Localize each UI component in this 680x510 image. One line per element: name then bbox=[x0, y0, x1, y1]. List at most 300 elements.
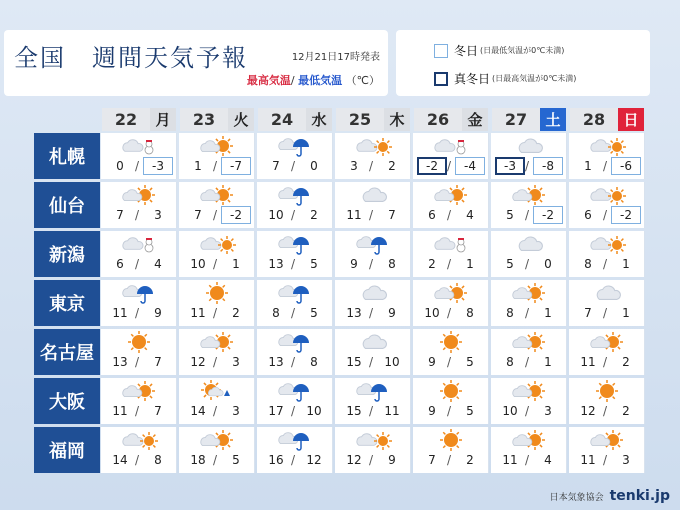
weather-cloud-rain-icon bbox=[275, 135, 315, 157]
temperature-pair bbox=[413, 451, 488, 471]
low-temp: 1 bbox=[622, 306, 630, 320]
low-temp: 9 bbox=[388, 453, 396, 467]
weather-cloud-icon bbox=[587, 282, 627, 304]
high-temp: 10 bbox=[190, 257, 206, 271]
temp-separator: / bbox=[447, 355, 452, 369]
weather-sun-icon bbox=[431, 380, 471, 402]
day-weekday: 日 bbox=[618, 108, 644, 131]
temp-separator: / bbox=[603, 355, 608, 369]
temperature-pair bbox=[257, 451, 332, 471]
forecast-cell bbox=[413, 280, 489, 326]
weather-sun-cloud-icon bbox=[509, 184, 549, 206]
legend-panel bbox=[396, 30, 650, 96]
temperature-pair bbox=[179, 402, 254, 422]
temperature-pair bbox=[101, 451, 176, 471]
high-temp: 7 bbox=[428, 453, 436, 467]
forecast-cell bbox=[335, 378, 411, 424]
low-temp: -2 bbox=[533, 206, 563, 224]
forecast-cell bbox=[569, 182, 645, 228]
high-temp: 10 bbox=[424, 306, 440, 320]
temp-separator: / bbox=[525, 453, 530, 467]
low-temp: 3 bbox=[154, 208, 162, 222]
low-temp: 9 bbox=[388, 306, 396, 320]
low-temp: 10 bbox=[384, 355, 400, 369]
low-temp: -3 bbox=[143, 157, 173, 175]
temp-separator: / bbox=[447, 159, 452, 173]
temp-separator: / bbox=[213, 257, 218, 271]
weather-sun-icon bbox=[431, 429, 471, 451]
weather-sun-cloud-icon bbox=[119, 184, 159, 206]
forecast-cell bbox=[257, 378, 333, 424]
forecast-cell bbox=[569, 231, 645, 277]
day-weekday: 土 bbox=[540, 108, 566, 131]
day-weekday: 水 bbox=[306, 108, 332, 131]
weather-sun-rain-icon bbox=[197, 380, 237, 402]
weather-cloud-icon bbox=[509, 135, 549, 157]
forecast-cell bbox=[569, 378, 645, 424]
temp-separator: / bbox=[135, 404, 140, 418]
forecast-cell bbox=[257, 329, 333, 375]
temp-separator: / bbox=[525, 159, 530, 173]
high-temp: 9 bbox=[428, 404, 436, 418]
low-temp: 0 bbox=[310, 159, 318, 173]
low-temp: -6 bbox=[611, 157, 641, 175]
temperature-pair bbox=[413, 304, 488, 324]
weather-cloud-icon bbox=[509, 233, 549, 255]
weather-cloud-snow-icon bbox=[431, 233, 471, 255]
high-temp: 10 bbox=[502, 404, 518, 418]
weather-cloud-rain-icon bbox=[275, 429, 315, 451]
high-temp: 10 bbox=[268, 208, 284, 222]
weather-cloud-sun-icon bbox=[587, 233, 627, 255]
low-temp: 3 bbox=[232, 355, 240, 369]
forecast-cell bbox=[491, 182, 567, 228]
temperature-pair bbox=[257, 255, 332, 275]
temperature-pair bbox=[101, 304, 176, 324]
low-temp: 2 bbox=[622, 355, 630, 369]
low-temp: 5 bbox=[310, 306, 318, 320]
forecast-cell bbox=[101, 427, 177, 473]
low-temp: 9 bbox=[154, 306, 162, 320]
low-temp: 2 bbox=[232, 306, 240, 320]
low-temp: 3 bbox=[544, 404, 552, 418]
temp-separator: / bbox=[213, 306, 218, 320]
low-temp: 0 bbox=[544, 257, 552, 271]
forecast-cell bbox=[491, 133, 567, 179]
high-temp: 12 bbox=[580, 404, 596, 418]
city-label: 仙台 bbox=[34, 182, 100, 228]
temperature-pair bbox=[179, 206, 254, 226]
weather-sun-icon bbox=[197, 282, 237, 304]
forecast-cell bbox=[101, 329, 177, 375]
tenki-logo: tenki.jp bbox=[609, 488, 670, 504]
mafuyubi-note: (日最高気温が0℃未満) bbox=[492, 74, 577, 83]
temp-separator: / bbox=[525, 306, 530, 320]
temperature-pair bbox=[101, 255, 176, 275]
temperature-pair bbox=[335, 402, 410, 422]
low-temp: 7 bbox=[388, 208, 396, 222]
forecast-cell bbox=[335, 329, 411, 375]
temperature-pair bbox=[179, 353, 254, 373]
weather-sun-icon bbox=[119, 331, 159, 353]
high-temp: 15 bbox=[346, 355, 362, 369]
temp-separator: / bbox=[525, 257, 530, 271]
weather-sun-cloud-icon bbox=[197, 429, 237, 451]
temp-separator: / bbox=[525, 208, 530, 222]
high-temp: 17 bbox=[268, 404, 284, 418]
temperature-pair bbox=[413, 206, 488, 226]
low-temp: 7 bbox=[154, 355, 162, 369]
weather-cloud-rain-icon bbox=[275, 282, 315, 304]
day-header bbox=[258, 108, 332, 131]
day-date: 24 bbox=[258, 108, 306, 131]
temperature-pair bbox=[413, 402, 488, 422]
temp-separator: / bbox=[291, 453, 296, 467]
city-label: 名古屋 bbox=[34, 329, 100, 375]
temperature-pair bbox=[413, 353, 488, 373]
temp-separator: / bbox=[213, 208, 218, 222]
forecast-cell bbox=[491, 231, 567, 277]
weather-sun-cloud-icon bbox=[509, 282, 549, 304]
forecast-cell bbox=[335, 182, 411, 228]
forecast-cell bbox=[491, 378, 567, 424]
temp-separator: / bbox=[525, 404, 530, 418]
high-temp: 11 bbox=[502, 453, 518, 467]
temp-separator: / bbox=[135, 208, 140, 222]
weather-sun-cloud-icon bbox=[119, 380, 159, 402]
high-temp: 5 bbox=[506, 257, 514, 271]
weather-sun-cloud-icon bbox=[509, 380, 549, 402]
high-temp: 14 bbox=[112, 453, 128, 467]
forecast-cell bbox=[335, 427, 411, 473]
temperature-units bbox=[247, 72, 380, 88]
high-temp: 18 bbox=[190, 453, 206, 467]
weather-sun-cloud-icon bbox=[587, 331, 627, 353]
temperature-pair bbox=[179, 255, 254, 275]
forecast-cell bbox=[569, 280, 645, 326]
temp-separator: / bbox=[603, 159, 608, 173]
high-temp-label: 最高気温 bbox=[246, 74, 291, 87]
low-temp: 5 bbox=[466, 355, 474, 369]
forecast-cell bbox=[257, 133, 333, 179]
day-weekday: 月 bbox=[150, 108, 176, 131]
low-temp: 1 bbox=[466, 257, 474, 271]
forecast-cell bbox=[335, 280, 411, 326]
low-temp: -4 bbox=[455, 157, 485, 175]
city-label: 大阪 bbox=[34, 378, 100, 424]
high-temp: 15 bbox=[346, 404, 362, 418]
high-temp: 9 bbox=[350, 257, 358, 271]
high-temp: 12 bbox=[190, 355, 206, 369]
day-date: 22 bbox=[102, 108, 150, 131]
forecast-cell bbox=[413, 182, 489, 228]
temperature-pair bbox=[257, 353, 332, 373]
temperature-pair bbox=[569, 451, 644, 471]
low-temp: 2 bbox=[388, 159, 396, 173]
weather-cloud-sun-icon bbox=[119, 429, 159, 451]
low-temp-label: 最低気温 bbox=[298, 74, 343, 87]
high-temp: 1 bbox=[584, 159, 592, 173]
weather-cloud-sun-icon bbox=[353, 429, 393, 451]
forecast-cell bbox=[491, 280, 567, 326]
weather-cloud-icon bbox=[353, 184, 393, 206]
weather-cloud-rain-icon bbox=[275, 380, 315, 402]
temp-separator: / bbox=[603, 453, 608, 467]
forecast-cell bbox=[413, 378, 489, 424]
forecast-cell bbox=[179, 378, 255, 424]
temperature-pair bbox=[569, 304, 644, 324]
temp-separator: / bbox=[369, 306, 374, 320]
low-temp: 2 bbox=[466, 453, 474, 467]
forecast-cell bbox=[101, 182, 177, 228]
fuyubi-swatch bbox=[434, 44, 448, 58]
low-temp: 5 bbox=[232, 453, 240, 467]
high-temp: 13 bbox=[346, 306, 362, 320]
temp-separator: / bbox=[447, 208, 452, 222]
forecast-cell bbox=[257, 182, 333, 228]
day-header bbox=[414, 108, 488, 131]
fuyubi-label: 冬日 bbox=[454, 44, 479, 58]
fuyubi-note: (日最低気温が0℃未満) bbox=[480, 46, 565, 55]
temp-separator: / bbox=[369, 257, 374, 271]
mafuyubi-label: 真冬日 bbox=[454, 72, 491, 86]
temp-separator: / bbox=[447, 257, 452, 271]
day-header bbox=[180, 108, 254, 131]
temp-separator: / bbox=[369, 208, 374, 222]
high-temp: 0 bbox=[116, 159, 124, 173]
low-temp: 10 bbox=[306, 404, 322, 418]
high-temp: 8 bbox=[584, 257, 592, 271]
temperature-pair bbox=[569, 206, 644, 226]
day-weekday: 木 bbox=[384, 108, 410, 131]
weather-cloud-icon bbox=[353, 331, 393, 353]
weather-cloud-sun-icon bbox=[197, 233, 237, 255]
low-temp: 3 bbox=[622, 453, 630, 467]
day-date: 27 bbox=[492, 108, 540, 131]
weather-sun-cloud-icon bbox=[509, 331, 549, 353]
forecast-cell bbox=[413, 427, 489, 473]
day-weekday: 火 bbox=[228, 108, 254, 131]
low-temp: 4 bbox=[466, 208, 474, 222]
city-label: 新潟 bbox=[34, 231, 100, 277]
high-temp: 1 bbox=[194, 159, 202, 173]
weather-cloud-snow-icon bbox=[119, 233, 159, 255]
low-temp: 3 bbox=[232, 404, 240, 418]
forecast-cell bbox=[101, 231, 177, 277]
jwa-credit: 日本気象協会 bbox=[549, 492, 604, 503]
forecast-cell bbox=[179, 231, 255, 277]
city-label: 札幌 bbox=[34, 133, 100, 179]
temperature-pair bbox=[491, 353, 566, 373]
temp-separator: / bbox=[603, 208, 608, 222]
forecast-cell bbox=[179, 427, 255, 473]
forecast-cell bbox=[413, 231, 489, 277]
temperature-pair bbox=[569, 402, 644, 422]
high-temp: 13 bbox=[268, 355, 284, 369]
unit-label: （℃） bbox=[345, 74, 380, 87]
temperature-pair bbox=[491, 206, 566, 226]
high-temp: 13 bbox=[268, 257, 284, 271]
legend-fuyubi bbox=[434, 42, 564, 59]
high-temp: 8 bbox=[506, 355, 514, 369]
temp-separator: / bbox=[213, 159, 218, 173]
weather-cloud-snow-icon bbox=[431, 135, 471, 157]
low-temp: 8 bbox=[154, 453, 162, 467]
low-temp: 8 bbox=[388, 257, 396, 271]
day-header bbox=[102, 108, 176, 131]
title-panel bbox=[4, 30, 388, 96]
weather-cloud-rain-icon bbox=[275, 184, 315, 206]
weather-cloud-sun-icon bbox=[587, 135, 627, 157]
weather-cloud-rain-icon bbox=[353, 380, 393, 402]
temperature-pair bbox=[569, 353, 644, 373]
temperature-pair bbox=[491, 451, 566, 471]
temperature-pair bbox=[491, 255, 566, 275]
high-temp: 7 bbox=[116, 208, 124, 222]
temp-separator: / bbox=[291, 208, 296, 222]
weather-sun-cloud-icon bbox=[197, 135, 237, 157]
temperature-pair bbox=[413, 255, 488, 275]
temperature-pair bbox=[335, 255, 410, 275]
forecast-cell bbox=[413, 133, 489, 179]
weather-sun-cloud-icon bbox=[197, 184, 237, 206]
weather-sun-cloud-icon bbox=[431, 184, 471, 206]
high-temp: 5 bbox=[506, 208, 514, 222]
high-temp: 14 bbox=[190, 404, 206, 418]
legend-mafuyubi bbox=[434, 70, 576, 87]
temp-separator: / bbox=[291, 355, 296, 369]
forecast-cell bbox=[257, 427, 333, 473]
high-temp: 8 bbox=[506, 306, 514, 320]
high-temp: 11 bbox=[580, 355, 596, 369]
city-label: 東京 bbox=[34, 280, 100, 326]
low-temp: 12 bbox=[306, 453, 322, 467]
high-temp: 11 bbox=[190, 306, 206, 320]
high-temp: 7 bbox=[272, 159, 280, 173]
high-temp: 11 bbox=[112, 306, 128, 320]
temp-separator: / bbox=[213, 404, 218, 418]
forecast-cell bbox=[257, 280, 333, 326]
units-separator: / bbox=[290, 74, 295, 87]
temperature-pair bbox=[335, 206, 410, 226]
low-temp: 1 bbox=[544, 355, 552, 369]
temperature-pair bbox=[257, 304, 332, 324]
temperature-pair bbox=[101, 402, 176, 422]
low-temp: 8 bbox=[466, 306, 474, 320]
forecast-cell bbox=[257, 231, 333, 277]
temperature-pair bbox=[569, 157, 644, 177]
temperature-pair bbox=[335, 353, 410, 373]
low-temp: 2 bbox=[310, 208, 318, 222]
low-temp: 1 bbox=[622, 257, 630, 271]
forecast-cell bbox=[179, 280, 255, 326]
mafuyubi-swatch bbox=[434, 72, 448, 86]
high-temp: -2 bbox=[417, 157, 447, 175]
weather-cloud-rain-icon bbox=[353, 233, 393, 255]
temperature-pair bbox=[179, 157, 254, 177]
weather-sun-icon bbox=[431, 331, 471, 353]
temp-separator: / bbox=[291, 404, 296, 418]
weather-sun-cloud-icon bbox=[431, 282, 471, 304]
low-temp: 2 bbox=[622, 404, 630, 418]
low-temp: 5 bbox=[310, 257, 318, 271]
low-temp: -2 bbox=[221, 206, 251, 224]
low-temp: 11 bbox=[384, 404, 400, 418]
day-date: 28 bbox=[570, 108, 618, 131]
day-weekday: 金 bbox=[462, 108, 488, 131]
temp-separator: / bbox=[369, 159, 374, 173]
high-temp: 6 bbox=[584, 208, 592, 222]
high-temp: 12 bbox=[346, 453, 362, 467]
day-date: 25 bbox=[336, 108, 384, 131]
city-label: 福岡 bbox=[34, 427, 100, 473]
temp-separator: / bbox=[291, 257, 296, 271]
low-temp: 8 bbox=[310, 355, 318, 369]
high-temp: 3 bbox=[350, 159, 358, 173]
low-temp: 7 bbox=[154, 404, 162, 418]
high-temp: -3 bbox=[495, 157, 525, 175]
temperature-pair bbox=[569, 255, 644, 275]
day-header bbox=[570, 108, 644, 131]
forecast-cell bbox=[491, 427, 567, 473]
temp-separator: / bbox=[447, 453, 452, 467]
temp-separator: / bbox=[369, 453, 374, 467]
temperature-pair bbox=[101, 157, 176, 177]
weather-cloud-sun-icon bbox=[353, 135, 393, 157]
low-temp: -8 bbox=[533, 157, 563, 175]
temperature-pair bbox=[491, 304, 566, 324]
temp-separator: / bbox=[135, 453, 140, 467]
day-header bbox=[336, 108, 410, 131]
temperature-pair bbox=[413, 157, 488, 177]
low-temp: 1 bbox=[232, 257, 240, 271]
temp-separator: / bbox=[603, 257, 608, 271]
low-temp: 4 bbox=[544, 453, 552, 467]
high-temp: 11 bbox=[112, 404, 128, 418]
forecast-cell bbox=[101, 280, 177, 326]
temp-separator: / bbox=[447, 404, 452, 418]
high-temp: 11 bbox=[580, 453, 596, 467]
temp-separator: / bbox=[369, 404, 374, 418]
day-date: 26 bbox=[414, 108, 462, 131]
forecast-cell bbox=[179, 182, 255, 228]
forecast-cell bbox=[569, 133, 645, 179]
temp-separator: / bbox=[525, 355, 530, 369]
forecast-cell bbox=[413, 329, 489, 375]
high-temp: 7 bbox=[194, 208, 202, 222]
issued-time: 12月21日17時発表 bbox=[291, 52, 380, 63]
credit bbox=[550, 488, 670, 504]
weather-cloud-rain-icon bbox=[275, 331, 315, 353]
high-temp: 2 bbox=[428, 257, 436, 271]
high-temp: 13 bbox=[112, 355, 128, 369]
weather-cloud-icon bbox=[353, 282, 393, 304]
weather-cloud-snow-icon bbox=[119, 135, 159, 157]
weather-cloud-sun-icon bbox=[587, 184, 627, 206]
temperature-pair bbox=[491, 402, 566, 422]
temperature-pair bbox=[257, 402, 332, 422]
temperature-pair bbox=[257, 206, 332, 226]
temperature-pair bbox=[335, 304, 410, 324]
weather-sun-icon bbox=[587, 380, 627, 402]
weather-sun-cloud-icon bbox=[587, 429, 627, 451]
low-temp: 4 bbox=[154, 257, 162, 271]
temp-separator: / bbox=[135, 355, 140, 369]
high-temp: 6 bbox=[428, 208, 436, 222]
temperature-pair bbox=[335, 451, 410, 471]
forecast-cell bbox=[179, 133, 255, 179]
temp-separator: / bbox=[291, 159, 296, 173]
